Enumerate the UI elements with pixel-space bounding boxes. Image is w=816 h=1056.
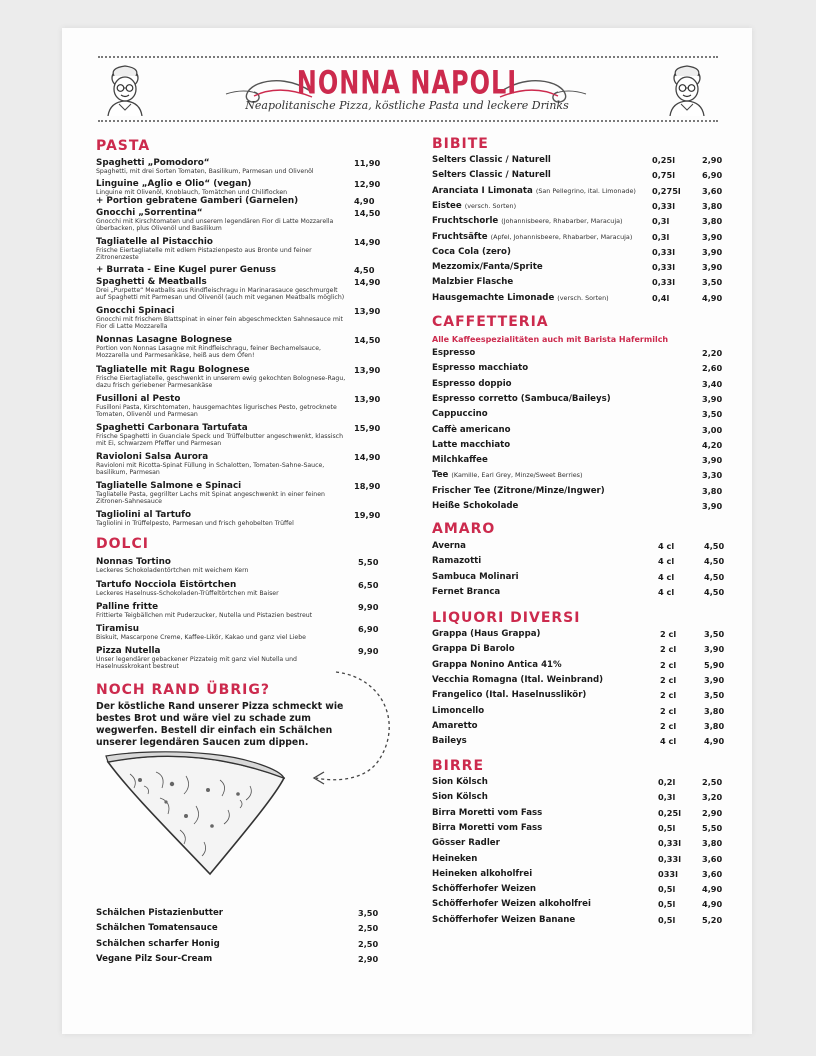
section-title-pasta: PASTA bbox=[96, 138, 151, 154]
menu-item[interactable] bbox=[96, 179, 386, 196]
menu-item[interactable] bbox=[432, 455, 732, 467]
item-price: 3,60 bbox=[702, 868, 723, 879]
section-title-caffetteria: CAFFETTERIA bbox=[432, 314, 549, 330]
item-price: 3,80 bbox=[702, 216, 723, 227]
item-price: 5,90 bbox=[704, 659, 725, 670]
dotted-arrow-icon bbox=[296, 668, 406, 788]
brand-tagline: Neapolitanische Pizza, köstliche Pasta und leckere Drinks bbox=[245, 99, 569, 112]
menu-item[interactable] bbox=[432, 675, 732, 687]
item-price: 3,80 bbox=[704, 720, 725, 731]
item-description: Frische Spaghetti in Guanciale Speck und Trüffelbutter angeschwenkt, klassisch mit Ei, schwarzem Pfeffer und Parmesan bbox=[96, 433, 344, 448]
item-volume: 0,4l bbox=[652, 292, 670, 303]
item-volume: 4 cl bbox=[658, 586, 675, 597]
menu-item[interactable] bbox=[96, 365, 386, 390]
item-volume: 0,5l bbox=[658, 822, 676, 833]
item-name: Grappa Di Barolo bbox=[432, 644, 515, 655]
item-description: Unser legendärer gebackener Pizzateig mit ganz viel Nutella und Haselnusskrokant bestreut bbox=[96, 656, 297, 671]
item-name: Amaretto bbox=[432, 720, 478, 731]
item-volume: 2 cl bbox=[660, 674, 677, 685]
section-title-birre: BIRRE bbox=[432, 758, 485, 774]
item-name: Spaghetti „Pomodoro“ bbox=[96, 158, 210, 168]
item-price: 3,50 bbox=[702, 409, 723, 420]
item-volume: 0,25l bbox=[652, 155, 676, 165]
menu-item[interactable] bbox=[432, 363, 732, 375]
menu-item[interactable] bbox=[432, 823, 732, 835]
item-note: (Johannisbeere, Rhabarber, Maracuja) bbox=[501, 217, 623, 226]
item-name: Birra Moretti vom Fass bbox=[432, 822, 543, 833]
item-price: 2,50 bbox=[358, 923, 379, 934]
menu-item[interactable] bbox=[432, 348, 732, 360]
item-name: Ramazotti bbox=[432, 556, 482, 567]
rand-description: Der köstliche Rand unserer Pizza schmeckt wie bestes Brot und wäre viel zu schade zum wegwerfen. Bestell dir einfach ein Schälchen unserer legendären Saucen zum dippen. bbox=[96, 701, 344, 748]
item-description: Ravioloni mit Ricotta-Spinat Füllung in Schalotten, Tomaten-Sahne-Sauce, basilikum, Parmesan bbox=[96, 462, 325, 477]
item-description: Tagliolini in Trüffelpesto, Parmesan und frisch gehobelten Trüffel bbox=[96, 520, 294, 527]
item-name: Espresso macchiato bbox=[432, 363, 529, 374]
menu-item[interactable] bbox=[96, 481, 386, 506]
item-price: 6,50 bbox=[358, 580, 379, 590]
item-name: Frischer Tee (Zitrone/Minze/Ingwer) bbox=[432, 485, 605, 496]
menu-item[interactable] bbox=[432, 201, 732, 213]
item-volume: 2 cl bbox=[660, 705, 677, 716]
item-price: 4,90 bbox=[702, 884, 723, 895]
section-title-bibite: BIBITE bbox=[432, 136, 489, 152]
menu-item[interactable] bbox=[432, 293, 732, 305]
menu-item[interactable] bbox=[432, 838, 732, 850]
item-name: Cappuccino bbox=[432, 409, 488, 420]
menu-item[interactable] bbox=[96, 452, 386, 477]
item-description: Biskuit, Mascarpone Creme, Kaffee-Likör, Kakao und ganz viel Liebe bbox=[96, 634, 306, 641]
menu-item[interactable] bbox=[96, 335, 386, 360]
item-name: Schälchen scharfer Honig bbox=[96, 938, 220, 949]
item-name: Heineken bbox=[432, 853, 478, 864]
menu-item[interactable] bbox=[432, 736, 732, 748]
section-title-amaro: AMARO bbox=[432, 521, 496, 537]
item-name: Selters Classic / Naturell bbox=[432, 155, 551, 165]
item-description: Portion von Nonnas Lasagne mit Rindfleischragu, feiner Bechamelsauce, Mozzarella und Parmesankäse, heiß aus dem Ofen! bbox=[96, 345, 321, 360]
item-description: Spaghetti, mit drei Sorten Tomaten, Basilikum, Parmesan und Olivenöl bbox=[96, 168, 314, 175]
item-name: Tagliatelle Salmone e Spinaci bbox=[96, 481, 242, 491]
item-price: 3,80 bbox=[702, 485, 723, 496]
item-price: 6,90 bbox=[702, 170, 723, 181]
item-name: Sambuca Molinari bbox=[432, 571, 519, 582]
item-name: Eistee (versch. Sorten) bbox=[432, 200, 517, 211]
menu-item[interactable] bbox=[96, 394, 386, 419]
item-price: 14,50 bbox=[354, 335, 381, 345]
item-price: 3,80 bbox=[702, 838, 723, 849]
item-price: 4,50 bbox=[354, 265, 375, 275]
menu-item[interactable] bbox=[96, 158, 386, 175]
item-name: Sion Kölsch bbox=[432, 777, 488, 787]
menu-item[interactable] bbox=[432, 808, 732, 820]
item-price: 11,90 bbox=[354, 158, 381, 168]
menu-item[interactable] bbox=[432, 854, 732, 866]
item-name: Milchkaffee bbox=[432, 455, 488, 466]
item-name: Caffè americano bbox=[432, 424, 511, 435]
menu-item[interactable] bbox=[432, 721, 732, 733]
item-price: 3,90 bbox=[702, 262, 723, 273]
section-title-dolci: DOLCI bbox=[96, 536, 149, 552]
item-price: 3,00 bbox=[702, 424, 723, 435]
item-note: (Apfel, Johannisbeere, Rhabarber, Maracuja) bbox=[490, 232, 633, 241]
item-price: 3,90 bbox=[702, 231, 723, 242]
item-name: Schöfferhofer Weizen bbox=[432, 884, 537, 895]
item-price: 3,90 bbox=[702, 501, 723, 511]
menu-item[interactable] bbox=[432, 186, 732, 198]
item-price: 2,50 bbox=[358, 938, 379, 949]
item-volume: 2 cl bbox=[660, 644, 677, 655]
item-description: Leckeres Haselnuss-Schokoladen-Trüffeltörtchen mit Baiser bbox=[96, 590, 279, 597]
menu-item[interactable] bbox=[96, 580, 386, 597]
item-price: 3,90 bbox=[702, 393, 723, 404]
item-volume: 2 cl bbox=[660, 659, 677, 670]
item-price: 2,20 bbox=[702, 348, 723, 358]
item-price: 14,50 bbox=[354, 208, 381, 218]
item-name: Ravioloni Salsa Aurora bbox=[96, 452, 209, 462]
item-price: 4,90 bbox=[702, 899, 723, 910]
item-name: Birra Moretti vom Fass bbox=[432, 807, 543, 818]
section-title-rand: NOCH RAND ÜBRIG? bbox=[96, 682, 270, 698]
item-price: 3,90 bbox=[702, 455, 723, 466]
item-name: Pizza Nutella bbox=[96, 646, 161, 656]
item-volume: 0,33l bbox=[658, 853, 682, 864]
item-name: Fusilloni al Pesto bbox=[96, 394, 181, 404]
menu-page bbox=[62, 28, 752, 1034]
item-description: Gnocchi mit frischem Blattspinat in einer fein abgeschmeckten Sahnesauce mit Fior di Latte Mozzarella bbox=[96, 316, 343, 331]
item-volume: 0,2l bbox=[658, 777, 676, 787]
item-name: Schälchen Pistazienbutter bbox=[96, 908, 224, 918]
item-volume: 0,33l bbox=[652, 277, 676, 288]
item-price: 3,30 bbox=[702, 470, 723, 481]
menu-item[interactable] bbox=[432, 572, 732, 584]
pizza-crust-illustration bbox=[100, 750, 290, 880]
item-price: 19,90 bbox=[354, 510, 381, 520]
item-price: 13,90 bbox=[354, 306, 381, 316]
brand-name: NONNA NAPOLI bbox=[296, 64, 518, 102]
item-volume: 2 cl bbox=[660, 720, 677, 731]
item-name: Coca Cola (zero) bbox=[432, 246, 511, 257]
item-price: 2,60 bbox=[702, 363, 723, 374]
item-price: 3,90 bbox=[704, 674, 725, 685]
item-name: Schöfferhofer Weizen alkoholfrei bbox=[432, 899, 591, 910]
menu-item[interactable] bbox=[432, 216, 732, 228]
item-volume: 0,3l bbox=[652, 216, 670, 227]
menu-item[interactable] bbox=[432, 792, 732, 804]
item-price: 14,90 bbox=[354, 452, 381, 462]
item-note: (Kamille, Earl Grey, Minze/Sweet Berries) bbox=[451, 471, 583, 480]
item-price: 13,90 bbox=[354, 394, 381, 404]
menu-item[interactable] bbox=[96, 510, 386, 527]
item-description: Gnocchi mit Kirschtomaten und unserem legendären Fior di Latte Mozzarella überbacken, plus Olivenöl und Basilikum bbox=[96, 218, 334, 233]
item-volume: 4 cl bbox=[658, 571, 675, 582]
item-name: Baileys bbox=[432, 736, 467, 747]
item-name: Gnocchi Spinaci bbox=[96, 306, 175, 316]
menu-item[interactable] bbox=[432, 379, 732, 391]
item-price: 9,90 bbox=[358, 646, 379, 656]
item-volume: 2 cl bbox=[660, 629, 677, 639]
item-volume: 0,33l bbox=[652, 200, 676, 211]
item-price: 14,90 bbox=[354, 237, 381, 247]
item-volume: 0,25l bbox=[658, 807, 682, 818]
item-name: Spaghetti Carbonara Tartufata bbox=[96, 423, 248, 433]
item-volume: 0,3l bbox=[658, 792, 676, 803]
item-volume: 0,3l bbox=[652, 231, 670, 242]
item-price: 5,50 bbox=[358, 557, 379, 567]
menu-item[interactable] bbox=[432, 262, 732, 274]
menu-item[interactable] bbox=[432, 915, 732, 927]
menu-item[interactable] bbox=[96, 602, 386, 619]
item-name: Selters Classic / Naturell bbox=[432, 170, 551, 181]
menu-item[interactable] bbox=[96, 908, 396, 920]
menu-item[interactable] bbox=[432, 884, 732, 896]
item-price: 4,90 bbox=[354, 196, 375, 206]
item-volume: 0,33l bbox=[652, 246, 676, 257]
menu-item[interactable] bbox=[432, 394, 732, 406]
item-volume: 4 cl bbox=[660, 736, 677, 747]
item-price: 4,50 bbox=[704, 586, 725, 597]
item-volume: 4 cl bbox=[658, 541, 675, 551]
item-price: 13,90 bbox=[354, 365, 381, 375]
item-name: Fernet Branca bbox=[432, 586, 501, 597]
menu-item[interactable] bbox=[432, 869, 732, 881]
menu-item[interactable] bbox=[96, 954, 396, 966]
item-name: Sion Kölsch bbox=[432, 792, 488, 803]
item-name: Grappa Nonino Antica 41% bbox=[432, 659, 562, 670]
item-description: Frittierte Teigbällchen mit Puderzucker, Nutella und Pistazien bestreut bbox=[96, 612, 313, 619]
caffetteria-subtitle: Alle Kaffeespezialitäten auch mit Barista Hafermilch bbox=[432, 335, 669, 344]
item-name: Vecchia Romagna (Ital. Weinbrand) bbox=[432, 674, 604, 685]
menu-item[interactable] bbox=[432, 556, 732, 568]
item-volume: 0,75l bbox=[652, 170, 676, 181]
item-note: (San Pellegrino, ital. Limonade) bbox=[535, 186, 636, 195]
menu-item[interactable] bbox=[432, 587, 732, 599]
item-volume: 0,5l bbox=[658, 899, 676, 910]
menu-item[interactable] bbox=[432, 706, 732, 718]
item-name: Averna bbox=[432, 541, 466, 551]
menu-item[interactable] bbox=[96, 923, 396, 935]
menu-item[interactable] bbox=[432, 501, 732, 513]
menu-item[interactable] bbox=[96, 306, 386, 331]
item-name: Gösser Radler bbox=[432, 838, 500, 849]
item-name: Tagliolini al Tartufo bbox=[96, 510, 192, 520]
item-price: 2,90 bbox=[702, 807, 723, 818]
menu-item[interactable] bbox=[96, 939, 396, 951]
item-price: 4,50 bbox=[704, 571, 725, 582]
menu-item[interactable] bbox=[432, 660, 732, 672]
item-price: 3,50 bbox=[702, 277, 723, 288]
item-name: Latte macchiato bbox=[432, 439, 511, 450]
menu-item[interactable] bbox=[96, 208, 386, 233]
menu-item[interactable] bbox=[96, 557, 386, 574]
item-price: 3,90 bbox=[702, 246, 723, 257]
section-title-liquori: LIQUORI DIVERSI bbox=[432, 610, 581, 626]
item-price: 4,50 bbox=[704, 541, 725, 551]
item-price: 3,60 bbox=[702, 185, 723, 196]
item-volume: 0,5l bbox=[658, 884, 676, 895]
item-price: 3,50 bbox=[358, 908, 379, 918]
item-price: 3,40 bbox=[702, 378, 723, 389]
menu-item[interactable] bbox=[96, 196, 386, 206]
item-volume: 4 cl bbox=[658, 556, 675, 567]
menu-item[interactable] bbox=[432, 690, 732, 702]
item-name: + Portion gebratene Gamberi (Garnelen) bbox=[96, 196, 299, 206]
item-name: Fruchtsäfte (Apfel, Johannisbeere, Rhabarber, Maracuja) bbox=[432, 231, 633, 242]
menu-item[interactable] bbox=[432, 440, 732, 452]
item-description: Frische Eiertagliatelle, geschwenkt in unserem ewig gekochten Bolognese-Ragu, dazu frisch geriebener Parmesankäse bbox=[96, 375, 346, 390]
item-name: Fruchtschorle (Johannisbeere, Rhabarber, Maracuja) bbox=[432, 216, 623, 227]
item-price: 4,90 bbox=[704, 736, 725, 747]
item-name: Linguine „Aglio e Olio“ (vegan) bbox=[96, 179, 252, 189]
item-name: Mezzomix/Fanta/Sprite bbox=[432, 262, 543, 273]
menu-item[interactable] bbox=[432, 409, 732, 421]
item-name: Schälchen Tomatensauce bbox=[96, 923, 218, 934]
right-column bbox=[432, 28, 732, 1028]
item-name: Espresso bbox=[432, 348, 476, 358]
left-column bbox=[96, 28, 396, 1028]
menu-item[interactable] bbox=[432, 629, 732, 641]
item-name: Nonnas Lasagne Bolognese bbox=[96, 335, 233, 345]
item-name: Limoncello bbox=[432, 705, 485, 716]
item-name: Espresso corretto (Sambuca/Baileys) bbox=[432, 393, 611, 404]
item-name: Espresso doppio bbox=[432, 378, 512, 389]
item-note: (versch. Sorten) bbox=[557, 293, 609, 302]
item-price: 3,50 bbox=[704, 629, 725, 639]
item-name: Nonnas Tortino bbox=[96, 557, 171, 567]
item-price: 3,80 bbox=[702, 200, 723, 211]
item-name: Tagliatelle mit Ragu Bolognese bbox=[96, 365, 250, 375]
item-name: + Burrata - Eine Kugel purer Genuss bbox=[96, 265, 276, 275]
item-volume: 0,5l bbox=[658, 914, 676, 925]
item-price: 2,90 bbox=[702, 155, 723, 165]
item-price: 3,50 bbox=[704, 690, 725, 701]
item-name: Spaghetti & Meatballs bbox=[96, 277, 207, 287]
item-description: Linguine mit Olivenöl, Knoblauch, Tomätchen und Chiliflocken bbox=[96, 189, 288, 196]
menu-item[interactable] bbox=[96, 237, 386, 262]
item-description: Fusilloni Pasta, Kirschtomaten, hausgemachtes ligurisches Pesto, getrocknete Tomaten, Olivenöl und Parmesan bbox=[96, 404, 337, 419]
menu-item[interactable] bbox=[96, 423, 386, 448]
menu-item[interactable] bbox=[432, 277, 732, 289]
menu-item[interactable] bbox=[432, 470, 732, 482]
item-price: 3,80 bbox=[704, 705, 725, 716]
item-name: Tiramisu bbox=[96, 624, 139, 634]
item-name: Tagliatelle al Pistacchio bbox=[96, 237, 213, 247]
item-volume: 0,33l bbox=[652, 262, 676, 273]
item-price: 6,90 bbox=[358, 624, 379, 634]
item-price: 3,90 bbox=[704, 644, 725, 655]
item-description: Drei „Purpette“ Meatballs aus Rindfleischragu in Marinarasauce geschmurgelt auf Spaghetti mit Parmesan und Olivenöl (auch mit veganen Meatballs möglich) bbox=[96, 287, 345, 302]
item-name: Aranciata I Limonata (San Pellegrino, ital. Limonade) bbox=[432, 185, 636, 196]
item-volume: 033l bbox=[658, 868, 678, 879]
item-price: 18,90 bbox=[354, 481, 381, 491]
item-description: Frische Eiertagliatelle mit edlem Pistazienpesto aus Bronte und feiner Zitronenzeste bbox=[96, 247, 312, 262]
item-name: Malzbier Flasche bbox=[432, 277, 514, 288]
item-price: 4,90 bbox=[702, 292, 723, 303]
menu-item[interactable] bbox=[432, 541, 732, 553]
menu-item[interactable] bbox=[432, 232, 732, 244]
item-volume: 0,33l bbox=[658, 838, 682, 849]
item-volume: 2 cl bbox=[660, 690, 677, 701]
item-note: (versch. Sorten) bbox=[464, 201, 517, 210]
item-price: 4,50 bbox=[704, 556, 725, 567]
item-volume: 0,275l bbox=[652, 185, 681, 196]
item-name: Hausgemachte Limonade (versch. Sorten) bbox=[432, 292, 609, 303]
item-name: Gnocchi „Sorrentina“ bbox=[96, 208, 203, 218]
item-price: 3,20 bbox=[702, 792, 723, 803]
menu-item[interactable] bbox=[96, 277, 386, 302]
item-name: Heiße Schokolade bbox=[432, 501, 519, 511]
menu-item[interactable] bbox=[96, 265, 386, 275]
item-price: 12,90 bbox=[354, 179, 381, 189]
item-name: Frangelico (Ital. Haselnusslikör) bbox=[432, 690, 587, 701]
item-description: Leckeres Schokoladentörtchen mit weichem Kern bbox=[96, 567, 249, 574]
menu-item[interactable] bbox=[432, 777, 732, 789]
item-name: Tartufo Nocciola Eistörtchen bbox=[96, 580, 237, 590]
item-price: 3,60 bbox=[702, 853, 723, 864]
menu-item[interactable] bbox=[432, 247, 732, 259]
item-price: 2,50 bbox=[702, 777, 723, 787]
menu-item[interactable] bbox=[432, 644, 732, 656]
menu-item[interactable] bbox=[432, 486, 732, 498]
item-name: Vegane Pilz Sour-Cream bbox=[96, 953, 213, 964]
menu-item[interactable] bbox=[432, 170, 732, 182]
item-price: 14,90 bbox=[354, 277, 381, 287]
item-name: Heineken alkoholfrei bbox=[432, 868, 533, 879]
item-price: 5,50 bbox=[702, 822, 723, 833]
item-price: 5,20 bbox=[702, 914, 723, 925]
item-name: Grappa (Haus Grappa) bbox=[432, 629, 541, 639]
menu-item[interactable] bbox=[432, 425, 732, 437]
item-price: 15,90 bbox=[354, 423, 381, 433]
item-name: Palline fritte bbox=[96, 602, 159, 612]
item-price: 2,90 bbox=[358, 953, 379, 964]
item-name: Schöfferhofer Weizen Banane bbox=[432, 914, 576, 925]
item-price: 9,90 bbox=[358, 602, 379, 612]
item-name: Tee (Kamille, Earl Grey, Minze/Sweet Berries) bbox=[432, 470, 583, 481]
menu-item[interactable] bbox=[432, 899, 732, 911]
menu-item[interactable] bbox=[96, 624, 386, 641]
item-price: 4,20 bbox=[702, 439, 723, 450]
menu-item[interactable] bbox=[432, 155, 732, 167]
item-description: Tagliatelle Pasta, gegrillter Lachs mit Spinat angeschwenkt in einer feinen Zitronen-Sahnesauce bbox=[96, 491, 325, 506]
